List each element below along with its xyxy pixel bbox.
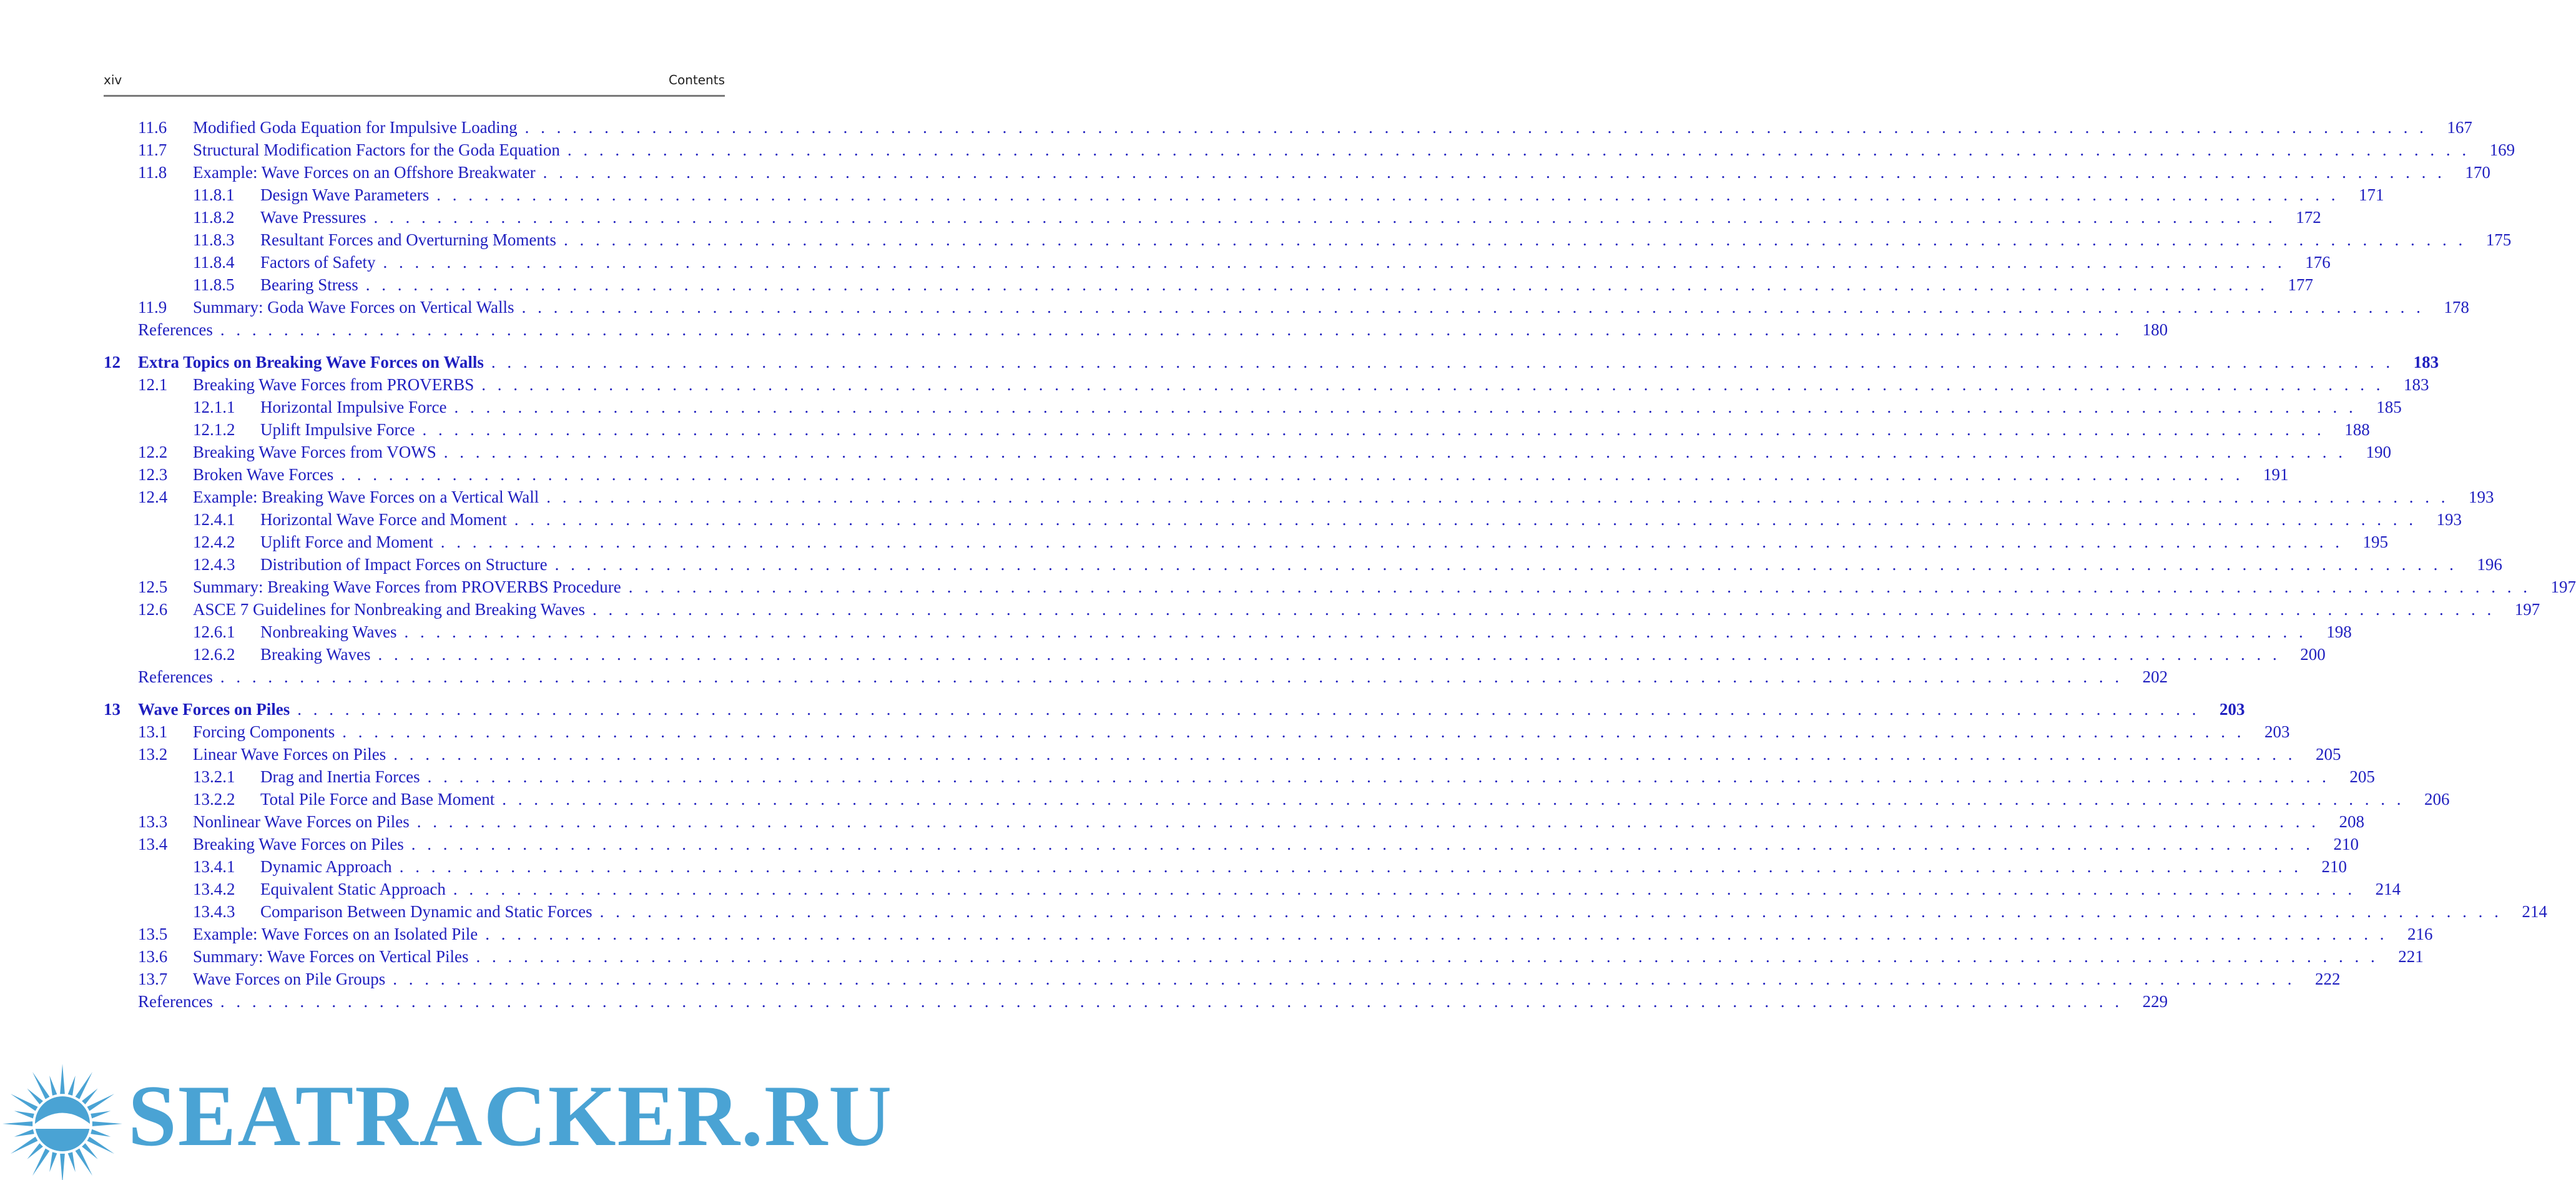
toc-entry-number: 13.4.2 <box>193 880 235 898</box>
toc-entry-number: 13.3 <box>138 812 168 831</box>
dot-leader: . . . . . . . . . . . . . . . . . . . . . . . . . . . . . . . . . . . . . . . . . . . . . . . . . . . . . . . . . . . . . . . . . . . . . . . . . . . . . . . . . . . . . . . . . . . . . . . . . . . . . . . . . . . . . . . . . . . . . . . . <box>378 645 2281 664</box>
toc-chapter-entry[interactable] <box>104 698 2245 720</box>
toc-entry-page: 167 <box>2447 118 2472 137</box>
toc-entry[interactable] <box>104 765 2375 788</box>
toc-entry[interactable] <box>104 621 2352 643</box>
toc-entry-title: Breaking Wave Forces from PROVERBS <box>193 375 474 394</box>
toc-entry[interactable] <box>104 296 2469 318</box>
toc-references-entry[interactable] <box>104 318 2168 341</box>
toc-entry-number: 12.1.2 <box>193 420 235 439</box>
toc-entry-number: 12.5 <box>138 578 168 596</box>
toc-entry-number: 13.4.1 <box>193 857 235 876</box>
toc-entry[interactable] <box>104 273 2313 296</box>
toc-entry-page: 180 <box>2142 320 2168 339</box>
dot-leader: . . . . . . . . . . . . . . . . . . . . . . . . . . . . . . . . . . . . . . . . . . . . . . . . . . . . . . . . . . . . . . . . . . . . . . . . . . . . . . . . . . . . . . . . . . . . . . . . . . . . . . . . . . . . . . . . . . . . . . . . <box>546 488 2449 506</box>
toc-entry-page: 197 <box>2514 600 2540 619</box>
dot-leader: . . . . . . . . . . . . . . . . . . . . . . . . . . . . . . . . . . . . . . . . . . . . . . . . . . . . . . . . . . . . . . . . . . . . . . . . . . . . . . . . . . . . . . . . . . . . . . . . . . . . . . . . . . . . . . . . . . . . . . . . <box>399 857 2302 876</box>
toc-entry-page: 198 <box>2326 622 2352 641</box>
toc-entry[interactable] <box>104 441 2391 463</box>
toc-entry[interactable] <box>104 206 2321 229</box>
dot-leader: . . . . . . . . . . . . . . . . . . . . . . . . . . . . . . . . . . . . . . . . . . . . . . . . . . . . . . . . . . . . . . . . . . . . . . . . . . . . . . . . . . . . . . . . . . . . . . . . . . . . . . . . . . . . . . . . . . . . . . . . <box>481 375 2384 394</box>
dot-leader: . . . . . . . . . . . . . . . . . . . . . . . . . . . . . . . . . . . . . . . . . . . . . . . . . . . . . . . . . . . . . . . . . . . . . . . . . . . . . . . . . . . . . . . . . . . . . . . . . . . . . . . . . . . . . . . . . . . . . . . . <box>341 465 2244 484</box>
toc-entry-title: Modified Goda Equation for Impulsive Loading <box>193 118 518 137</box>
dot-leader: . . . . . . . . . . . . . . . . . . . . . . . . . . . . . . . . . . . . . . . . . . . . . . . . . . . . . . . . . . . . . . . . . . . . . . . . . . . . . . . . . . . . . . . . . . . . . . . . . . . . . . . . . . . . . . . . . . . . . . . . <box>491 353 2394 371</box>
toc-entry-title: Resultant Forces and Overturning Moments <box>260 230 556 249</box>
toc-entry-title: Uplift Force and Moment <box>260 533 433 551</box>
dot-leader: . . . . . . . . . . . . . . . . . . . . . . . . . . . . . . . . . . . . . . . . . . . . . . . . . . . . . . . . . . . . . . . . . . . . . . . . . . . . . . . . . . . . . . . . . . . . . . . . . . . . . . . . . . . . . . . . . . . . . . . . <box>393 745 2296 764</box>
toc-entry-title: References <box>138 320 213 339</box>
toc-entry[interactable] <box>104 576 2576 598</box>
dot-leader: . . . . . . . . . . . . . . . . . . . . . . . . . . . . . . . . . . . . . . . . . . . . . . . . . . . . . . . . . . . . . . . . . . . . . . . . . . . . . . . . . . . . . . . . . . . . . . . . . . . . . . . . . . . . . . . . . . . . . . . . <box>521 298 2424 317</box>
toc-entry-page: 196 <box>2477 555 2502 574</box>
toc-entry-page: 175 <box>2485 230 2512 249</box>
toc-entry-title: Wave Forces on Pile Groups <box>193 970 386 988</box>
watermark-logo <box>0 1055 893 1180</box>
toc-entry[interactable] <box>104 373 2429 396</box>
toc-entry-number: 13.1 <box>138 722 168 741</box>
toc-entry-page: 185 <box>2376 398 2402 416</box>
toc-entry-page: 190 <box>2366 443 2391 461</box>
toc-entry-number: 12.6.2 <box>193 645 235 664</box>
toc-entry-number: 11.8.4 <box>193 253 235 272</box>
toc-entry-page: 195 <box>2362 533 2388 551</box>
toc-entry-number: 12.6 <box>138 600 168 619</box>
toc-entry-page: 191 <box>2263 465 2289 484</box>
toc-entry-title: Summary: Breaking Wave Forces from PROVERBS Procedure <box>193 578 621 596</box>
dot-leader: . . . . . . . . . . . . . . . . . . . . . . . . . . . . . . . . . . . . . . . . . . . . . . . . . . . . . . . . . . . . . . . . . . . . . . . . . . . . . . . . . . . . . . . . . . . . . . . . . . . . . . . . . . . . . . . . . . . . . . . . <box>436 185 2339 204</box>
toc-entry-page: 222 <box>2315 970 2341 988</box>
toc-entry-title: Example: Wave Forces on an Isolated Pile <box>193 925 478 943</box>
toc-entry-title: References <box>138 667 213 686</box>
toc-entry-number: 13.2.1 <box>193 767 235 786</box>
toc-entry-title: Breaking Wave Forces on Piles <box>193 835 404 853</box>
toc-entry-title: Horizontal Wave Force and Moment <box>260 510 507 529</box>
toc-entry[interactable] <box>104 810 2365 833</box>
toc-entry-title: Structural Modification Factors for the Goda Equation <box>193 140 560 159</box>
toc-entry-page: 206 <box>2424 790 2450 809</box>
toc-entry-title: Linear Wave Forces on Piles <box>193 745 386 764</box>
toc-entry[interactable] <box>104 833 2359 855</box>
toc-entry-page: 229 <box>2142 992 2168 1011</box>
dot-leader: . . . . . . . . . . . . . . . . . . . . . . . . . . . . . . . . . . . . . . . . . . . . . . . . . . . . . . . . . . . . . . . . . . . . . . . . . . . . . . . . . . . . . . . . . . . . . . . . . . . . . . . . . . . . . . . . . . . . . . . . <box>485 925 2388 943</box>
dot-leader: . . . . . . . . . . . . . . . . . . . . . . . . . . . . . . . . . . . . . . . . . . . . . . . . . . . . . . . . . . . . . . . . . . . . . . . . . . . . . . . . . . . . . . . . . . . . . . . . . . . . . . . . . . . . . . . . . . . . . . . . <box>297 700 2200 719</box>
toc-entry-number: 11.7 <box>138 140 167 159</box>
toc-entry[interactable] <box>104 743 2341 765</box>
toc-entry-title: Nonbreaking Waves <box>260 622 397 641</box>
watermark-text: SEATRACKER.RU <box>128 1068 893 1164</box>
toc-entry[interactable] <box>104 900 2547 923</box>
toc-entry-page: 170 <box>2465 163 2490 182</box>
toc-entry[interactable] <box>104 531 2388 553</box>
toc-entry-number: 12.3 <box>138 465 168 484</box>
dot-leader: . . . . . . . . . . . . . . . . . . . . . . . . . . . . . . . . . . . . . . . . . . . . . . . . . . . . . . . . . . . . . . . . . . . . . . . . . . . . . . . . . . . . . . . . . . . . . . . . . . . . . . . . . . . . . . . . . . . . . . . . <box>373 208 2276 227</box>
toc-entry-page: 210 <box>2321 857 2347 876</box>
toc-entry-number: 11.8.5 <box>193 275 235 294</box>
toc-entry-title: Drag and Inertia Forces <box>260 767 420 786</box>
toc-entry[interactable] <box>104 184 2384 206</box>
toc-entry-page: 176 <box>2305 253 2331 272</box>
toc-entry-title: References <box>138 992 213 1011</box>
dot-leader: . . . . . . . . . . . . . . . . . . . . . . . . . . . . . . . . . . . . . . . . . . . . . . . . . . . . . . . . . . . . . . . . . . . . . . . . . . . . . . . . . . . . . . . . . . . . . . . . . . . . . . . . . . . . . . . . . . . . . . . . <box>342 722 2245 741</box>
toc-entry-page: 221 <box>2398 947 2424 966</box>
dot-leader: . . . . . . . . . . . . . . . . . . . . . . . . . . . . . . . . . . . . . . . . . . . . . . . . . . . . . . . . . . . . . . . . . . . . . . . . . . . . . . . . . . . . . . . . . . . . . . . . . . . . . . . . . . . . . . . . . . . . . . . . <box>599 902 2502 921</box>
toc-entry-title: Breaking Waves <box>260 645 371 664</box>
toc-entry-number: 11.6 <box>138 118 167 137</box>
dot-leader: . . . . . . . . . . . . . . . . . . . . . . . . . . . . . . . . . . . . . . . . . . . . . . . . . . . . . . . . . . . . . . . . . . . . . . . . . . . . . . . . . . . . . . . . . . . . . . . . . . . . . . . . . . . . . . . . . . . . . . . . <box>440 533 2343 551</box>
toc-entry-page: 214 <box>2522 902 2547 921</box>
dot-leader: . . . . . . . . . . . . . . . . . . . . . . . . . . . . . . . . . . . . . . . . . . . . . . . . . . . . . . . . . . . . . . . . . . . . . . . . . . . . . . . . . . . . . . . . . . . . . . . . . . . . . . . . . . . . . . . . . . . . . . . . <box>416 812 2320 831</box>
toc-entry-title: Example: Breaking Wave Forces on a Vertical Wall <box>193 488 539 506</box>
toc-entry-title: Horizontal Impulsive Force <box>260 398 447 416</box>
toc-entry-title: Comparison Between Dynamic and Static Forces <box>260 902 592 921</box>
dot-leader: . . . . . . . . . . . . . . . . . . . . . . . . . . . . . . . . . . . . . . . . . . . . . . . . . . . . . . . . . . . . . . . . . . . . . . . . . . . . . . . . . . . . . . . . . . . . . . . . . . . . . . . . . . . . . . . . . . . . . . . . <box>443 443 2346 461</box>
toc-entry[interactable] <box>104 720 2290 743</box>
toc-chapter-entry[interactable] <box>104 351 2439 373</box>
toc-entry-title: Summary: Wave Forces on Vertical Piles <box>193 947 469 966</box>
dot-leader: . . . . . . . . . . . . . . . . . . . . . . . . . . . . . . . . . . . . . . . . . . . . . . . . . . . . . . . . . . . . . . . . . . . . . . . . . . . . . . . . . . . . . . . . . . . . . . . . . . . . . . . . . . . . . . . . . . . . . . . . <box>514 510 2417 529</box>
toc-entry[interactable] <box>104 486 2494 508</box>
dot-leader: . . . . . . . . . . . . . . . . . . . . . . . . . . . . . . . . . . . . . . . . . . . . . . . . . . . . . . . . . . . . . . . . . . . . . . . . . . . . . . . . . . . . . . . . . . . . . . . . . . . . . . . . . . . . . . . . . . . . . . . . <box>563 230 2467 249</box>
sun-icon <box>0 1055 125 1180</box>
running-title: Contents <box>669 72 725 87</box>
dot-leader: . . . . . . . . . . . . . . . . . . . . . . . . . . . . . . . . . . . . . . . . . . . . . . . . . . . . . . . . . . . . . . . . . . . . . . . . . . . . . . . . . . . . . . . . . . . . . . . . . . . . . . . . . . . . . . . . . . . . . . . . <box>554 555 2457 574</box>
dot-leader: . . . . . . . . . . . . . . . . . . . . . . . . . . . . . . . . . . . . . . . . . . . . . . . . . . . . . . . . . . . . . . . . . . . . . . . . . . . . . . . . . . . . . . . . . . . . . . . . . . . . . . . . . . . . . . . . . . . . . . . . <box>454 398 2357 416</box>
toc-entry-title: Forcing Components <box>193 722 335 741</box>
toc-entry-title: Example: Wave Forces on an Offshore Breakwater <box>193 163 536 182</box>
toc-entry-title: Wave Forces on Piles <box>138 700 290 719</box>
dot-leader: . . . . . . . . . . . . . . . . . . . . . . . . . . . . . . . . . . . . . . . . . . . . . . . . . . . . . . . . . . . . . . . . . . . . . . . . . . . . . . . . . . . . . . . . . . . . . . . . . . . . . . . . . . . . . . . . . . . . . . . . <box>422 420 2325 439</box>
dot-leader: . . . . . . . . . . . . . . . . . . . . . . . . . . . . . . . . . . . . . . . . . . . . . . . . . . . . . . . . . . . . . . . . . . . . . . . . . . . . . . . . . . . . . . . . . . . . . . . . . . . . . . . . . . . . . . . . . . . . . . . . <box>453 880 2356 898</box>
toc-entry[interactable] <box>104 251 2331 273</box>
dot-leader: . . . . . . . . . . . . . . . . . . . . . . . . . . . . . . . . . . . . . . . . . . . . . . . . . . . . . . . . . . . . . . . . . . . . . . . . . . . . . . . . . . . . . . . . . . . . . . . . . . . . . . . . . . . . . . . . . . . . . . . . <box>543 163 2446 182</box>
toc-entry-page: 177 <box>2288 275 2313 294</box>
toc-entry-title: Broken Wave Forces <box>193 465 334 484</box>
toc-entry[interactable] <box>104 161 2490 184</box>
toc-references-entry[interactable] <box>104 666 2168 688</box>
toc-references-entry[interactable] <box>104 990 2168 1013</box>
toc-entry[interactable] <box>104 418 2370 441</box>
toc-entry-title: ASCE 7 Guidelines for Nonbreaking and Breaking Waves <box>193 600 585 619</box>
toc-entry-page: 205 <box>2349 767 2375 786</box>
toc-entry-number: 12.1.1 <box>193 398 235 416</box>
toc-entry-number: 12.2 <box>138 443 168 461</box>
toc-entry-page: 216 <box>2407 925 2433 943</box>
toc-entry-number: 12.4.1 <box>193 510 235 529</box>
toc-entry[interactable] <box>104 508 2462 531</box>
table-of-contents <box>104 116 2576 1013</box>
toc-entry-number: 13.6 <box>138 947 168 966</box>
dot-leader: . . . . . . . . . . . . . . . . . . . . . . . . . . . . . . . . . . . . . . . . . . . . . . . . . . . . . . . . . . . . . . . . . . . . . . . . . . . . . . . . . . . . . . . . . . . . . . . . . . . . . . . . . . . . . . . . . . . . . . . . <box>220 320 2123 339</box>
toc-entry-page: 208 <box>2339 812 2365 831</box>
toc-entry-page: 171 <box>2359 185 2384 204</box>
toc-entry-page: 188 <box>2344 420 2370 439</box>
toc-entry[interactable] <box>104 788 2450 810</box>
toc-entry-title: Distribution of Impact Forces on Structure <box>260 555 548 574</box>
toc-entry-number: 13.5 <box>138 925 168 943</box>
toc-entry[interactable] <box>104 643 2326 666</box>
toc-entry[interactable] <box>104 945 2424 968</box>
toc-entry-title: Factors of Safety <box>260 253 376 272</box>
toc-entry-title: Design Wave Parameters <box>260 185 430 204</box>
toc-entry-page: 193 <box>2469 488 2494 506</box>
toc-entry[interactable] <box>104 598 2540 621</box>
toc-entry-number: 13.7 <box>138 970 168 988</box>
toc-entry-number: 13.4.3 <box>193 902 235 921</box>
toc-entry-page: 197 <box>2550 578 2576 596</box>
toc-entry-number: 12.4.2 <box>193 533 235 551</box>
toc-entry-page: 200 <box>2300 645 2326 664</box>
toc-entry-page: 193 <box>2436 510 2462 529</box>
toc-entry-number: 13.4 <box>138 835 168 853</box>
toc-entry-title: Dynamic Approach <box>260 857 392 876</box>
dot-leader: . . . . . . . . . . . . . . . . . . . . . . . . . . . . . . . . . . . . . . . . . . . . . . . . . . . . . . . . . . . . . . . . . . . . . . . . . . . . . . . . . . . . . . . . . . . . . . . . . . . . . . . . . . . . . . . . . . . . . . . . <box>383 253 2286 272</box>
toc-entry-title: Extra Topics on Breaking Wave Forces on Walls <box>138 353 484 371</box>
toc-entry-page: 203 <box>2219 700 2245 719</box>
toc-entry-page: 178 <box>2444 298 2469 317</box>
dot-leader: . . . . . . . . . . . . . . . . . . . . . . . . . . . . . . . . . . . . . . . . . . . . . . . . . . . . . . . . . . . . . . . . . . . . . . . . . . . . . . . . . . . . . . . . . . . . . . . . . . . . . . . . . . . . . . . . . . . . . . . . <box>592 600 2495 619</box>
dot-leader: . . . . . . . . . . . . . . . . . . . . . . . . . . . . . . . . . . . . . . . . . . . . . . . . . . . . . . . . . . . . . . . . . . . . . . . . . . . . . . . . . . . . . . . . . . . . . . . . . . . . . . . . . . . . . . . . . . . . . . . . <box>427 767 2330 786</box>
page-number: xiv <box>104 72 122 87</box>
toc-entry-number: 11.8.2 <box>193 208 235 227</box>
toc-entry[interactable] <box>104 463 2289 486</box>
toc-entry[interactable] <box>104 923 2433 945</box>
toc-entry[interactable] <box>104 139 2515 161</box>
toc-entry-number: 13.2 <box>138 745 168 764</box>
toc-entry-number: 12.4 <box>138 488 168 506</box>
toc-entry-page: 202 <box>2142 667 2168 686</box>
toc-entry-number: 11.8.3 <box>193 230 235 249</box>
toc-entry[interactable] <box>104 553 2502 576</box>
toc-entry[interactable] <box>104 855 2347 878</box>
dot-leader: . . . . . . . . . . . . . . . . . . . . . . . . . . . . . . . . . . . . . . . . . . . . . . . . . . . . . . . . . . . . . . . . . . . . . . . . . . . . . . . . . . . . . . . . . . . . . . . . . . . . . . . . . . . . . . . . . . . . . . . . <box>404 622 2307 641</box>
toc-entry-number: 11.8 <box>138 163 167 182</box>
toc-entry[interactable] <box>104 878 2401 900</box>
toc-entry[interactable] <box>104 396 2402 418</box>
dot-leader: . . . . . . . . . . . . . . . . . . . . . . . . . . . . . . . . . . . . . . . . . . . . . . . . . . . . . . . . . . . . . . . . . . . . . . . . . . . . . . . . . . . . . . . . . . . . . . . . . . . . . . . . . . . . . . . . . . . . . . . . <box>502 790 2405 809</box>
toc-entry-number: 11.8.1 <box>193 185 235 204</box>
toc-entry[interactable] <box>104 116 2472 139</box>
toc-entry-page: 214 <box>2375 880 2401 898</box>
toc-entry-number: 13.2.2 <box>193 790 235 809</box>
toc-entry-title: Equivalent Static Approach <box>260 880 446 898</box>
dot-leader: . . . . . . . . . . . . . . . . . . . . . . . . . . . . . . . . . . . . . . . . . . . . . . . . . . . . . . . . . . . . . . . . . . . . . . . . . . . . . . . . . . . . . . . . . . . . . . . . . . . . . . . . . . . . . . . . . . . . . . . . <box>567 140 2470 159</box>
dot-leader: . . . . . . . . . . . . . . . . . . . . . . . . . . . . . . . . . . . . . . . . . . . . . . . . . . . . . . . . . . . . . . . . . . . . . . . . . . . . . . . . . . . . . . . . . . . . . . . . . . . . . . . . . . . . . . . . . . . . . . . . <box>365 275 2268 294</box>
toc-entry-page: 183 <box>2404 375 2429 394</box>
toc-entry-title: Breaking Wave Forces from VOWS <box>193 443 436 461</box>
toc-entry-page: 210 <box>2333 835 2359 853</box>
toc-entry-title: Total Pile Force and Base Moment <box>260 790 495 809</box>
toc-entry[interactable] <box>104 229 2512 251</box>
toc-entry[interactable] <box>104 968 2341 990</box>
dot-leader: . . . . . . . . . . . . . . . . . . . . . . . . . . . . . . . . . . . . . . . . . . . . . . . . . . . . . . . . . . . . . . . . . . . . . . . . . . . . . . . . . . . . . . . . . . . . . . . . . . . . . . . . . . . . . . . . . . . . . . . . <box>476 947 2379 966</box>
toc-entry-page: 203 <box>2264 722 2290 741</box>
toc-entry-title: Uplift Impulsive Force <box>260 420 415 439</box>
toc-entry-title: Bearing Stress <box>260 275 358 294</box>
toc-entry-number: 11.9 <box>138 298 167 317</box>
page-header <box>104 70 725 97</box>
toc-entry-title: Nonlinear Wave Forces on Piles <box>193 812 410 831</box>
dot-leader: . . . . . . . . . . . . . . . . . . . . . . . . . . . . . . . . . . . . . . . . . . . . . . . . . . . . . . . . . . . . . . . . . . . . . . . . . . . . . . . . . . . . . . . . . . . . . . . . . . . . . . . . . . . . . . . . . . . . . . . . <box>220 667 2123 686</box>
toc-entry-number: 12 <box>104 353 120 371</box>
dot-leader: . . . . . . . . . . . . . . . . . . . . . . . . . . . . . . . . . . . . . . . . . . . . . . . . . . . . . . . . . . . . . . . . . . . . . . . . . . . . . . . . . . . . . . . . . . . . . . . . . . . . . . . . . . . . . . . . . . . . . . . . <box>524 118 2427 137</box>
toc-entry-number: 12.1 <box>138 375 168 394</box>
toc-entry-page: 205 <box>2316 745 2341 764</box>
toc-entry-title: Summary: Goda Wave Forces on Vertical Walls <box>193 298 514 317</box>
dot-leader: . . . . . . . . . . . . . . . . . . . . . . . . . . . . . . . . . . . . . . . . . . . . . . . . . . . . . . . . . . . . . . . . . . . . . . . . . . . . . . . . . . . . . . . . . . . . . . . . . . . . . . . . . . . . . . . . . . . . . . . . <box>628 578 2531 596</box>
toc-entry-number: 12.4.3 <box>193 555 235 574</box>
toc-entry-page: 172 <box>2296 208 2321 227</box>
toc-entry-title: Wave Pressures <box>260 208 366 227</box>
toc-entry-number: 13 <box>104 700 120 719</box>
dot-leader: . . . . . . . . . . . . . . . . . . . . . . . . . . . . . . . . . . . . . . . . . . . . . . . . . . . . . . . . . . . . . . . . . . . . . . . . . . . . . . . . . . . . . . . . . . . . . . . . . . . . . . . . . . . . . . . . . . . . . . . . <box>220 992 2123 1011</box>
dot-leader: . . . . . . . . . . . . . . . . . . . . . . . . . . . . . . . . . . . . . . . . . . . . . . . . . . . . . . . . . . . . . . . . . . . . . . . . . . . . . . . . . . . . . . . . . . . . . . . . . . . . . . . . . . . . . . . . . . . . . . . . <box>393 970 2296 988</box>
toc-entry-number: 12.6.1 <box>193 622 235 641</box>
toc-entry-page: 169 <box>2489 140 2515 159</box>
dot-leader: . . . . . . . . . . . . . . . . . . . . . . . . . . . . . . . . . . . . . . . . . . . . . . . . . . . . . . . . . . . . . . . . . . . . . . . . . . . . . . . . . . . . . . . . . . . . . . . . . . . . . . . . . . . . . . . . . . . . . . . . <box>411 835 2314 853</box>
toc-entry-page: 183 <box>2413 353 2439 371</box>
